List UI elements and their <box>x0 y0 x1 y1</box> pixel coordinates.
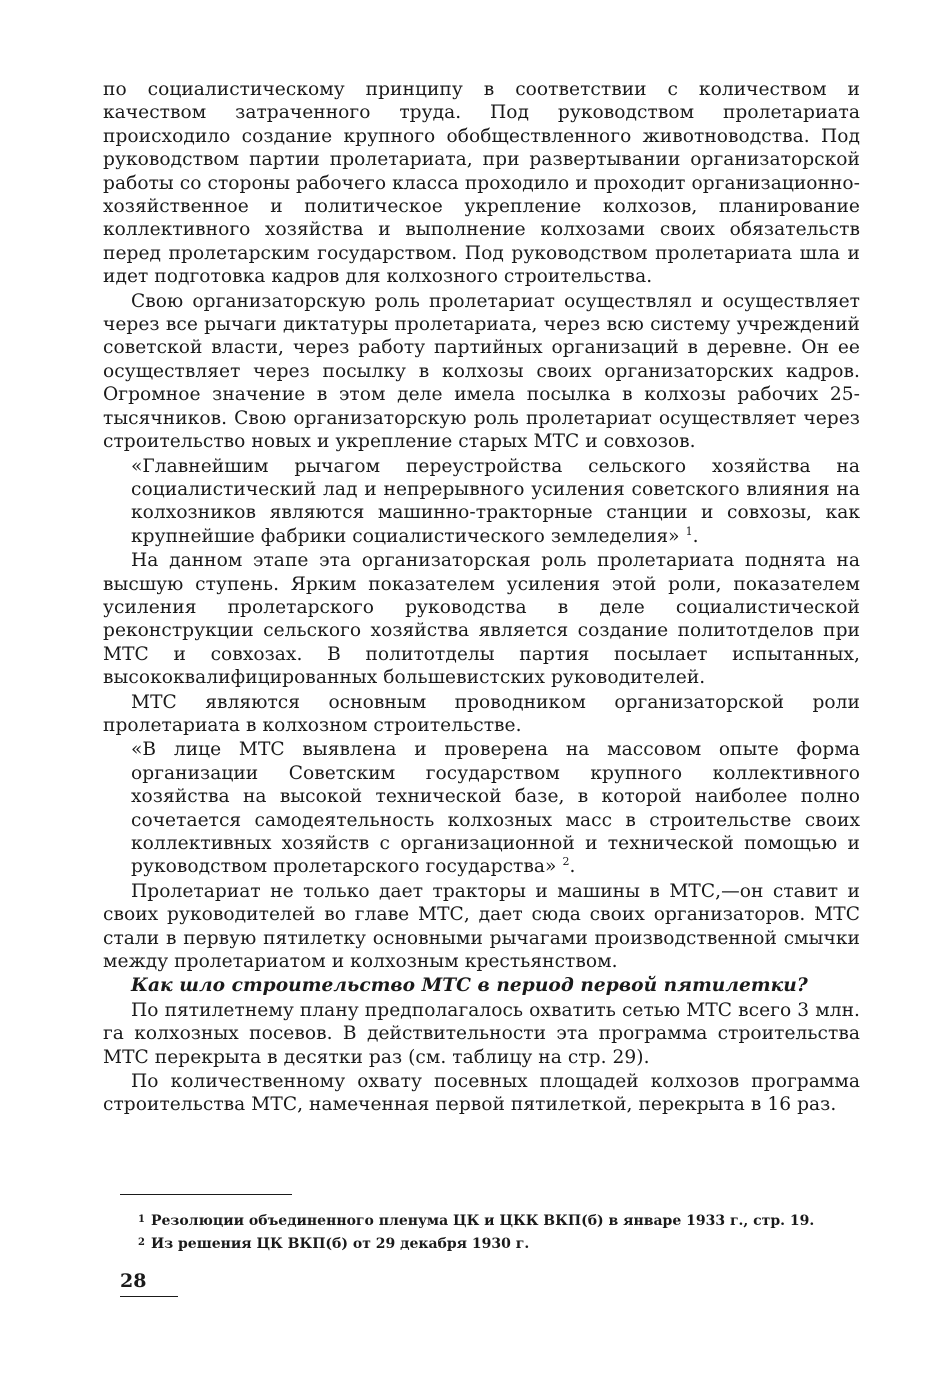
footnote-1 <box>138 1209 878 1232</box>
footnote-divider <box>120 1194 292 1195</box>
footnotes <box>138 1209 878 1255</box>
paragraph-1: по социалистическому принципу в соответствии с количеством и качеством затраченного труда. Под руководством пролетариата происходило создание крупного обобществленного животноводства. Под руководством партии пролетариата, при развертывании организаторской работы со стороны рабочего класса проходило и проходит организационно-хозяйственное и политическое укрепление колхозов, планирование коллективного хозяйства и выполнение колхозами своих обязательств перед пролетарским государством. Под руководством пролетариата шла и идет подготовка кадров для колхозного строительства. <box>103 79 860 288</box>
main-text <box>103 78 860 1118</box>
quote-2-text: «В лице МТС выявлена и проверена на массовом опыте форма организации Советским государством крупного коллективного хозяйства на высокой технической базе, в которой наиболее полно сочетается самодеятельность колхозных масс в строительстве своих коллективных хозяйств с организационной и технической помощью и руководством пролетарского государства» <box>131 739 860 878</box>
footnote-2-text: Из решения ЦК ВКП(б) от 29 декабря 1930 г. <box>150 1236 530 1252</box>
paragraph-3: На данном этапе эта организаторская роль пролетариата поднята на высшую ступень. Ярким показателем усиления этой роли, показателем усиления пролетарского руководства в деле социалистической реконструкции сельского хозяйства является создание политотделов при МТС и совхозах. В политотделы партия посылает испытанных, высококвалифицированных большевистских руководителей. <box>103 550 860 689</box>
paragraph-4: МТС являются основным проводником организаторской роли пролетариата в колхозном строительстве. <box>103 691 860 736</box>
footnote-2 <box>138 1232 878 1255</box>
quote-1: «Главнейшим рычагом переустройства сельского хозяйства на социалистический лад и непрерывного усиления советского влияния на колхозников являются машинно-тракторные станции и совхозы, как крупнейшие фабрики социалистического земледелия» $^1$. <box>131 455 860 547</box>
page-number-rule <box>120 1296 178 1297</box>
paragraph-6: По пятилетнему плану предполагалось охватить сетью МТС всего 3 млн. га колхозных посевов. В действительности эта программа строительства МТС перекрыта в десятки раз (см. таблицу на стр. 29). <box>103 999 860 1068</box>
paragraph-2: Свою организаторскую роль пролетариат осуществлял и осуществляет через все рычаги диктатуры пролетариата, через всю систему учреждений советской власти, через работу партийных организаций в деревне. Он ее осуществляет через посылку в колхозы своих организаторских кадров. Огромное значение в этом деле имела посылка в колхозы рабочих 25-тысячников. Свою организаторскую роль пролетариат осуществляет через строительство новых и укрепление старых МТС и совхозов. <box>103 290 860 453</box>
quote-1-text: «Главнейшим рычагом переустройства сельского хозяйства на социалистический лад и непрерывного усиления советского влияния на колхозников являются машинно-тракторные станции и совхозы, как крупнейшие фабрики социалистического земледелия» <box>131 455 860 547</box>
page-number: 28 <box>120 1270 147 1292</box>
footnote-2-number: 2 <box>138 1237 145 1248</box>
footnote-ref-2: 2 <box>562 855 570 869</box>
footnote-ref-1: 1 <box>685 524 693 538</box>
paragraph-5: Пролетариат не только дает тракторы и машины в МТС,—он ставит и своих руководителей во главе МТС, дает сюда своих организаторов. МТС стали в первую пятилетку основными рычагами производственной смычки между пролетариатом и колхозным крестьянством. <box>103 880 860 973</box>
quote-2: «В лице МТС выявлена и проверена на массовом опыте форма организации Советским государством крупного коллективного хозяйства на высокой технической базе, в которой наиболее полно сочетается самодеятельность колхозных масс в строительстве своих коллективных хозяйств с организационной и технической помощью и руководством пролетарского государства» $^2$. <box>131 739 860 878</box>
footnote-1-text: Резолюции объединенного пленума ЦК и ЦКК ВКП(б) в январе 1933 г., стр. 19. <box>150 1213 815 1229</box>
footnote-1-number: 1 <box>138 1214 145 1225</box>
paragraph-7: По количественному охвату посевных площадей колхозов программа строительства МТС, намеченная первой пятилеткой, перекрыта в 16 раз. <box>103 1071 860 1116</box>
section-heading: Как шло строительство МТС в период первой пятилетки? <box>131 975 808 997</box>
